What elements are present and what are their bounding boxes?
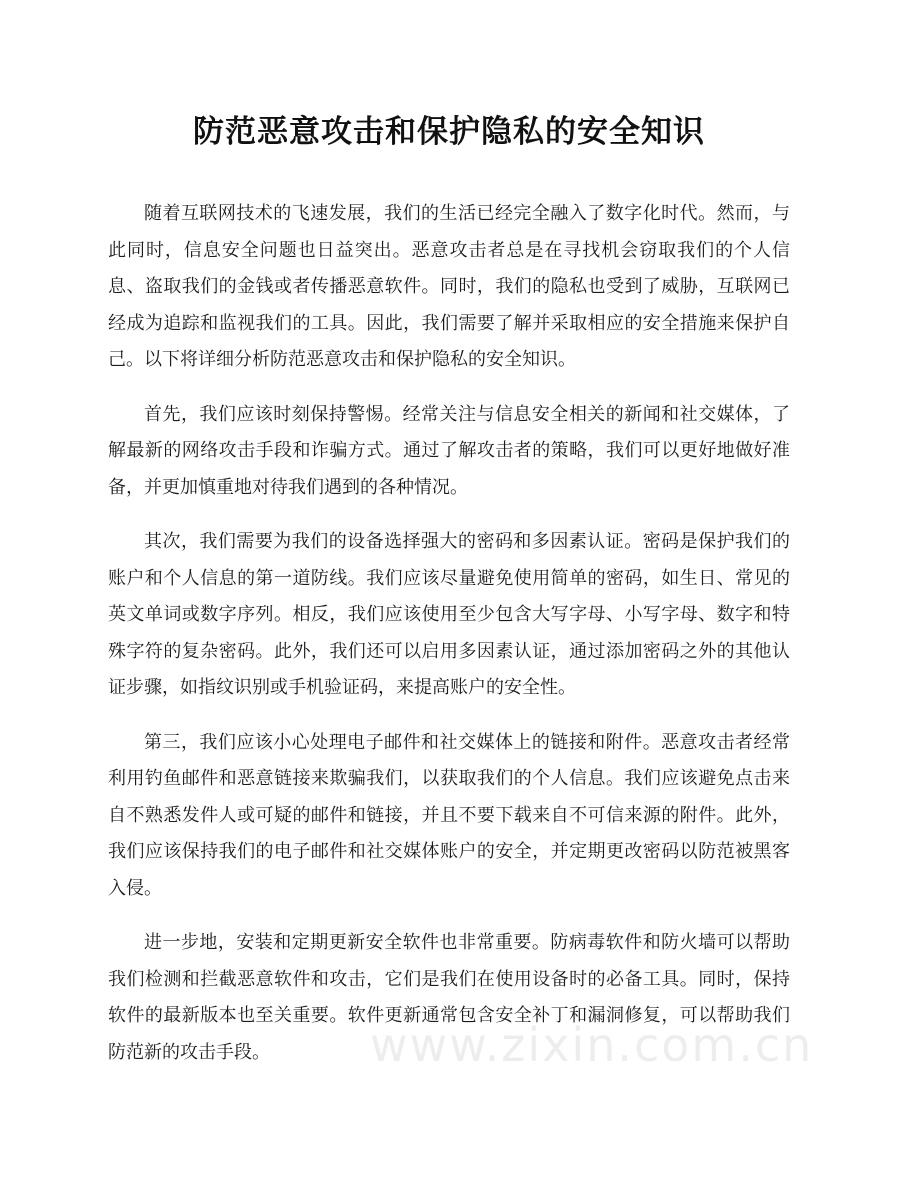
paragraph-1: 随着互联网技术的飞速发展，我们的生活已经完全融入了数字化时代。然而，与此同时，信息安全问题也日益突出。恶意攻击者总是在寻找机会窃取我们的个人信息、盗取我们的金钱或者传播恶意软件。同时，我们的隐私也受到了威胁，互联网已经成为追踪和监视我们的工具。因此，我们需要了解并采取相应的安全措施来保护自己。以下将详细分析防范恶意攻击和保护隐私的安全知识。 [108, 203, 790, 370]
paragraph-3: 其次，我们需要为我们的设备选择强大的密码和多因素认证。密码是保护我们的账户和个人信息的第一道防线。我们应该尽量避免使用简单的密码，如生日、常见的英文单词或数字序列。相反，我们应该使用至少包含大写字母、小写字母、数字和特殊字符的复杂密码。此外，我们还可以启用多因素认证，通过添加密码之外的其他认证步骤，如指纹识别或手机验证码，来提高账户的安全性。 [108, 531, 790, 698]
paragraph-5: 进一步地，安装和定期更新安全软件也非常重要。防病毒软件和防火墙可以帮助我们检测和拦截恶意软件和攻击，它们是我们在使用设备时的必备工具。同时，保持软件的最新版本也至关重要。软件更新通常包含安全补丁和漏洞修复，可以帮助我们防范新的攻击手段。 [108, 932, 790, 1063]
watermark-text: www.zixin.com.cn [370, 1018, 814, 1072]
paragraph-2: 首先，我们应该时刻保持警惕。经常关注与信息安全相关的新闻和社交媒体，了解最新的网络攻击手段和诈骗方式。通过了解攻击者的策略，我们可以更好地做好准备，并更加慎重地对待我们遇到的各种情况。 [108, 403, 790, 498]
document-page [108, 0, 814, 1191]
document-body [108, 196, 790, 1071]
document-title: 防范恶意攻击和保护隐私的安全知识 [193, 114, 705, 150]
paragraph-4: 第三，我们应该小心处理电子邮件和社交媒体上的链接和附件。恶意攻击者经常利用钓鱼邮件和恶意链接来欺骗我们，以获取我们的个人信息。我们应该避免点击来自不熟悉发件人或可疑的邮件和链接，并且不要下载来自不可信来源的附件。此外，我们应该保持我们的电子邮件和社交媒体账户的安全，并定期更改密码以防范被黑客入侵。 [108, 731, 790, 899]
